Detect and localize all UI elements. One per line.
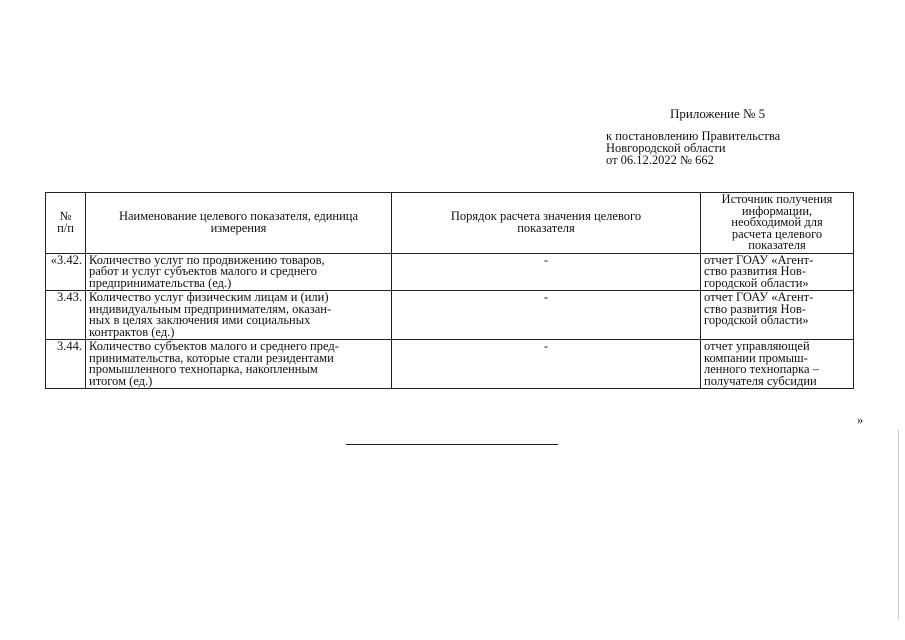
row-source-line: получателя субсидии xyxy=(704,373,817,388)
header-name-line-2: измерения xyxy=(210,220,267,235)
decree-line-3: от 06.12.2022 № 662 xyxy=(606,153,714,167)
row-name-line: итогом (ед.) xyxy=(89,373,153,388)
appendix-title: Приложение № 5 xyxy=(670,106,766,121)
header-num-line-1: № xyxy=(59,209,72,224)
bottom-rule xyxy=(346,444,558,445)
decree-line-1: к постановлению Правительства xyxy=(606,129,781,143)
row-source-line: отчет управляющей xyxy=(704,339,810,353)
row-name-line: работ и услуг субъектов малого и среднего xyxy=(89,264,318,278)
row-source xyxy=(701,253,854,291)
row-order: - xyxy=(392,253,701,291)
header-name xyxy=(86,193,392,254)
row-name xyxy=(86,340,392,389)
row-name xyxy=(86,291,392,340)
row-num: 3.43. xyxy=(46,291,86,340)
header-source-line-1: Источник получения xyxy=(721,192,833,206)
row-name-line: Количество субъектов малого и среднего пред- xyxy=(89,339,339,353)
row-source xyxy=(701,340,854,389)
row-name-line: промышленного технопарка, накопленным xyxy=(89,362,318,376)
row-source-line: ленного технопарка – xyxy=(704,362,819,376)
header-order xyxy=(392,193,701,254)
row-name-line: Количество услуг по продвижению товаров, xyxy=(89,252,325,267)
row-source-line: отчет ГОАУ «Агент- xyxy=(704,252,814,267)
header-order-line-1: Порядок расчета значения целевого xyxy=(450,209,642,224)
row-source-line: отчет ГОАУ «Агент- xyxy=(704,290,814,304)
row-source-line: компании промыш- xyxy=(704,350,808,365)
table-header-row xyxy=(46,193,854,254)
scan-edge-line xyxy=(898,430,899,620)
row-source-line: ство развития Нов- xyxy=(704,301,806,316)
row-name-line: ных в целях заключения ими социальных xyxy=(89,313,311,327)
row-name-line: индивидуальным предпринимателям, оказан- xyxy=(89,301,332,316)
table-row xyxy=(46,253,854,291)
row-num: 3.44. xyxy=(46,340,86,389)
header-order-line-2: показателя xyxy=(517,220,575,235)
row-num: «3.42. xyxy=(46,253,86,291)
closing-quote: » xyxy=(857,413,864,427)
decree-line-2: Новгородской области xyxy=(606,141,726,155)
row-order: - xyxy=(392,340,701,389)
header-name-line-1: Наименование целевого показателя, единица xyxy=(118,209,359,224)
row-order: - xyxy=(392,291,701,340)
header-source xyxy=(701,193,854,254)
row-source-line: городской области» xyxy=(704,275,809,290)
row-name xyxy=(86,253,392,291)
row-name-line: предпринимательства (ед.) xyxy=(89,275,232,290)
row-source-line: городской области» xyxy=(704,313,809,327)
table-row xyxy=(46,340,854,389)
row-source-line: ство развития Нов- xyxy=(704,264,806,278)
row-name-line: принимательства, которые стали резидентами xyxy=(89,350,334,365)
header-source-line-2: информации, xyxy=(741,203,813,218)
indicators-table xyxy=(45,192,854,389)
header-num-line-2: п/п xyxy=(57,220,74,235)
header-num xyxy=(46,193,86,254)
document-header xyxy=(606,108,876,166)
header-source-line-4: расчета целевого xyxy=(731,226,823,241)
row-name-line: контрактов (ед.) xyxy=(89,324,175,339)
row-name-line: Количество услуг физическим лицам и (или) xyxy=(89,290,329,304)
table-row xyxy=(46,291,854,340)
header-source-line-3: необходимой для xyxy=(731,215,823,229)
header-source-line-5: показателя xyxy=(748,238,806,252)
row-source xyxy=(701,291,854,340)
